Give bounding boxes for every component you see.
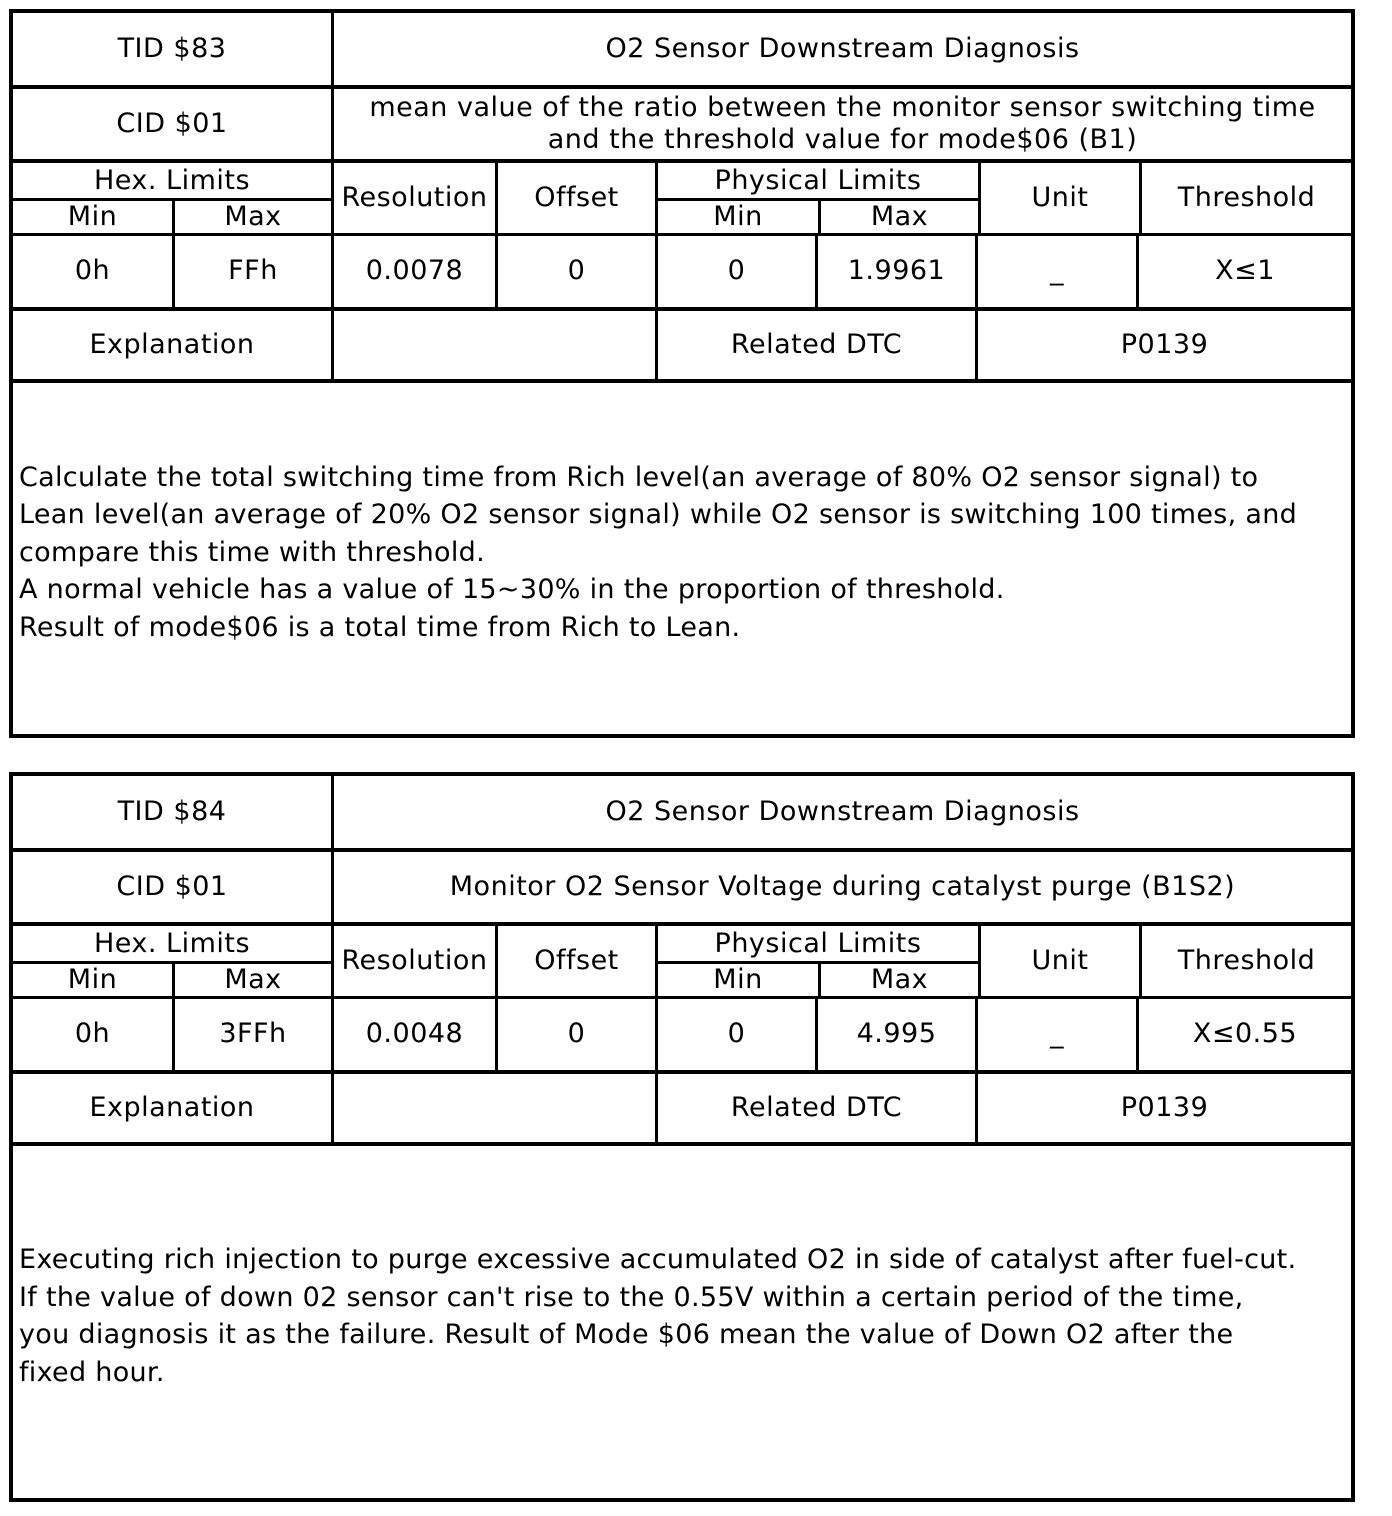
hex-max-label: Max bbox=[172, 964, 331, 996]
phys-min-value: 0 bbox=[655, 236, 815, 307]
cid-row bbox=[13, 848, 1351, 922]
resolution-value: 0.0048 bbox=[331, 999, 495, 1070]
hex-min-label: Min bbox=[67, 200, 118, 232]
title-cell: O2 Sensor Downstream Diagnosis bbox=[331, 776, 1351, 848]
explanation-blank bbox=[331, 311, 655, 379]
cid-row bbox=[13, 85, 1351, 159]
limits-header-row bbox=[13, 922, 1351, 996]
hex-max-label: Max bbox=[172, 201, 331, 233]
unit-label: Unit bbox=[978, 163, 1139, 233]
hex-max-value: FFh bbox=[172, 236, 331, 307]
title-cell: O2 Sensor Downstream Diagnosis bbox=[331, 13, 1351, 85]
related-dtc-label: Related DTC bbox=[655, 311, 975, 379]
resolution-label: Resolution bbox=[331, 926, 495, 996]
cid-cell: CID $01 bbox=[116, 107, 228, 139]
explanation-blank bbox=[331, 1074, 655, 1142]
offset-value: 0 bbox=[495, 999, 655, 1070]
hex-limits-header bbox=[13, 926, 331, 996]
cid-description: mean value of the ratio between the monitor sensor switching time and the threshold value for mode$06 (B1) bbox=[331, 89, 1351, 159]
title-row bbox=[13, 13, 1351, 85]
resolution-label: Resolution bbox=[331, 163, 495, 233]
table-tid-83 bbox=[9, 9, 1355, 738]
title-row bbox=[13, 776, 1351, 848]
hex-min-value: 0h bbox=[74, 255, 111, 287]
unit-value: _ bbox=[975, 999, 1136, 1070]
cid-cell: CID $01 bbox=[116, 870, 228, 902]
resolution-value: 0.0078 bbox=[331, 236, 495, 307]
values-row bbox=[13, 996, 1351, 1070]
offset-value: 0 bbox=[495, 236, 655, 307]
hex-limits-header bbox=[13, 163, 331, 233]
threshold-label: Threshold bbox=[1139, 163, 1351, 233]
physical-limits-header bbox=[655, 926, 978, 996]
explanation-label: Explanation bbox=[89, 328, 255, 360]
physical-limits-label: Physical Limits bbox=[658, 926, 978, 964]
threshold-label: Threshold bbox=[1139, 926, 1351, 996]
phys-max-value: 4.995 bbox=[815, 999, 975, 1070]
related-dtc-value: P0139 bbox=[975, 311, 1351, 379]
related-dtc-value: P0139 bbox=[975, 1074, 1351, 1142]
offset-label: Offset bbox=[495, 163, 655, 233]
related-dtc-label: Related DTC bbox=[655, 1074, 975, 1142]
threshold-value: X≤0.55 bbox=[1136, 999, 1351, 1070]
description-row bbox=[13, 379, 1351, 722]
threshold-value: X≤1 bbox=[1136, 236, 1351, 307]
phys-min-label: Min bbox=[713, 963, 763, 995]
phys-min-value: 0 bbox=[655, 999, 815, 1070]
unit-value: _ bbox=[975, 236, 1136, 307]
cid-description: Monitor O2 Sensor Voltage during catalyst purge (B1S2) bbox=[331, 852, 1351, 922]
explanation-row bbox=[13, 307, 1351, 379]
description-row bbox=[13, 1142, 1351, 1486]
hex-min-label: Min bbox=[67, 963, 118, 995]
tid-cell: TID $84 bbox=[117, 795, 227, 827]
hex-max-value: 3FFh bbox=[172, 999, 331, 1070]
explanation-text: Calculate the total switching time from Rich level(an average of 80% O2 sensor signal) to Lean level(an average of 20% O2 sensor signal) while O2 sensor is switching 100 times, and compare this time with threshold. A normal vehicle has a value of 15~30% in the proportion of threshold. Result of mode$06 is a total time from Rich to Lean. bbox=[19, 461, 1298, 643]
physical-limits-label: Physical Limits bbox=[658, 163, 978, 201]
hex-limits-label: Hex. Limits bbox=[13, 163, 331, 201]
tid-cell: TID $83 bbox=[117, 32, 227, 64]
phys-max-label: Max bbox=[818, 201, 978, 233]
phys-max-value: 1.9961 bbox=[815, 236, 975, 307]
unit-label: Unit bbox=[978, 926, 1139, 996]
limits-header-row bbox=[13, 159, 1351, 233]
explanation-text: Executing rich injection to purge excessive accumulated O2 in side of catalyst after fuel-cut. If the value of down 02 sensor can't rise to the 0.55V within a certain period of the time, you diagnosis it as the failure. Result of Mode $06 mean the value of Down O2 after the fixed hour. bbox=[19, 1244, 1297, 1388]
phys-min-label: Min bbox=[713, 200, 763, 232]
physical-limits-header bbox=[655, 163, 978, 233]
table-tid-84 bbox=[9, 772, 1355, 1502]
values-row bbox=[13, 233, 1351, 307]
hex-min-value: 0h bbox=[74, 1018, 111, 1050]
explanation-label: Explanation bbox=[89, 1091, 255, 1123]
explanation-row bbox=[13, 1070, 1351, 1142]
offset-label: Offset bbox=[495, 926, 655, 996]
hex-limits-label: Hex. Limits bbox=[13, 926, 331, 964]
phys-max-label: Max bbox=[818, 964, 978, 996]
